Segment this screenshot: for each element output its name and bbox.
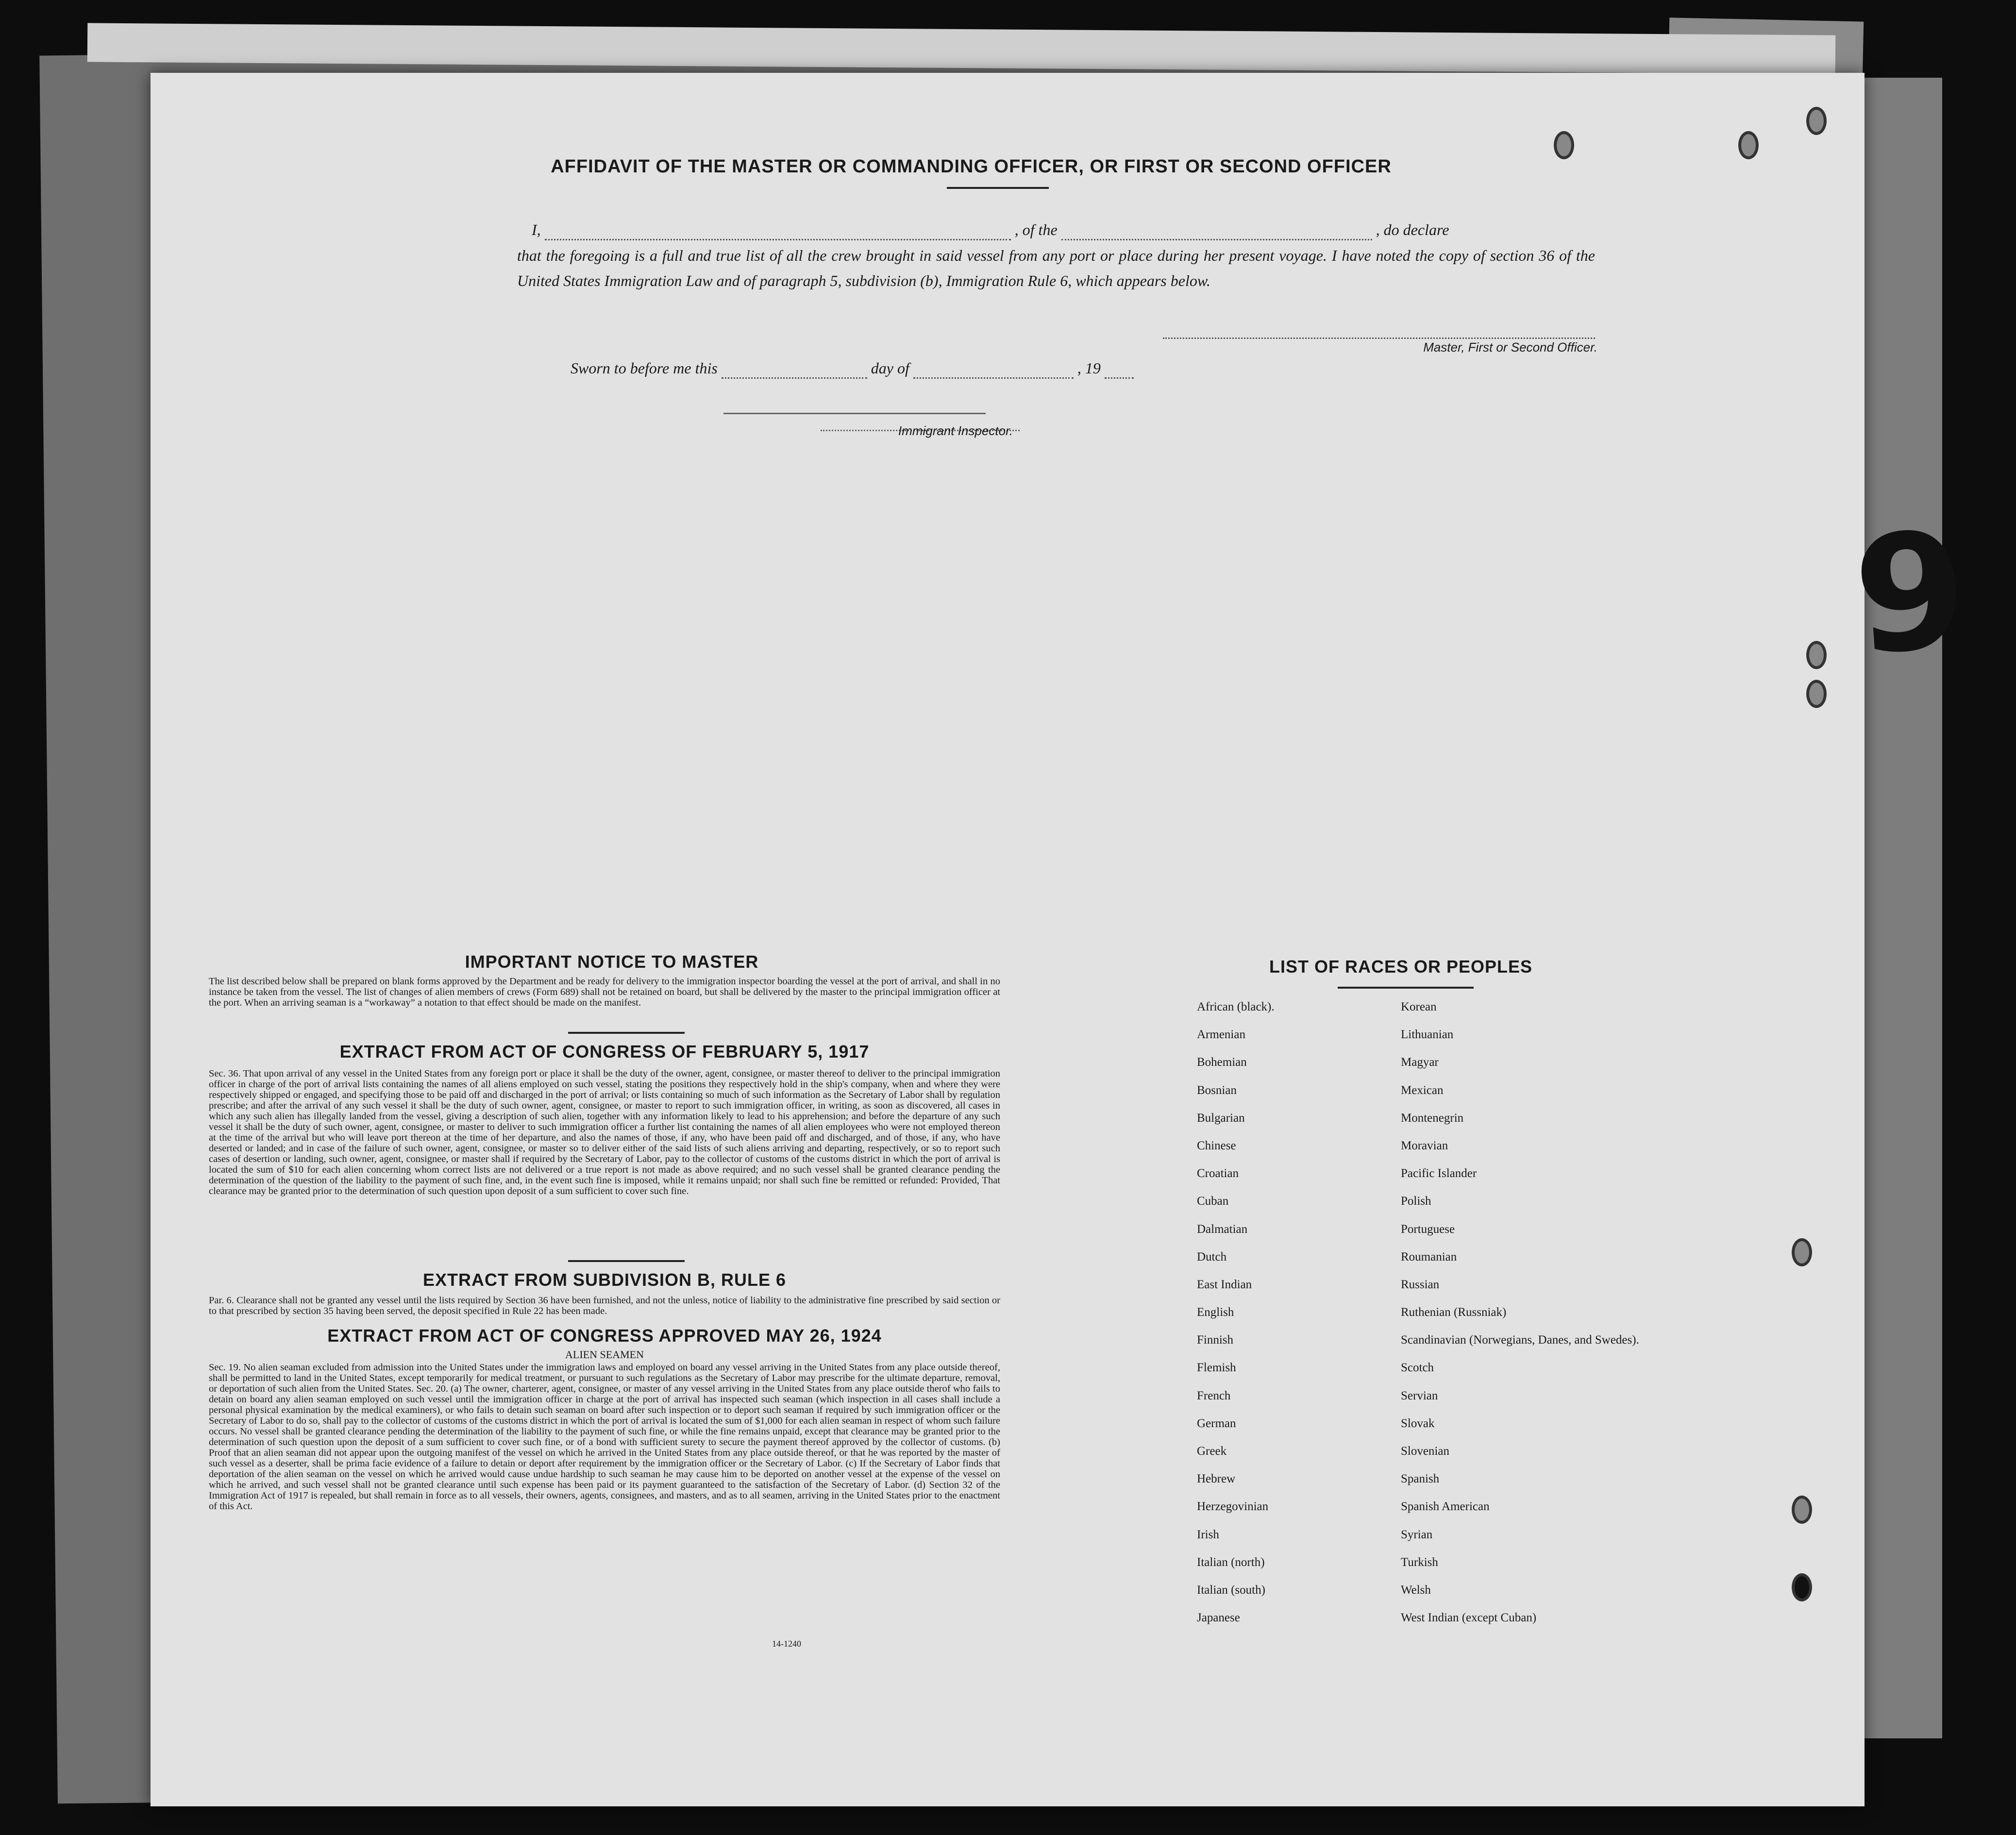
race-item: Turkish [1401,1555,1438,1569]
race-item: Herzegovinian [1197,1500,1269,1514]
race-item: Italian (north) [1197,1555,1265,1569]
race-item: Moravian [1401,1139,1448,1152]
document-page [151,73,1973,1806]
race-item: Lithuanian [1401,1028,1454,1042]
binder-hole [1806,641,1827,669]
race-item: Italian (south) [1197,1583,1265,1597]
race-item: Chinese [1197,1139,1236,1152]
race-item: Slovenian [1401,1445,1449,1458]
race-item: Cuban [1197,1195,1229,1208]
extract-rule6-title: EXTRACT FROM SUBDIVISION B, RULE 6 [422,1270,787,1290]
races-title: LIST OF RACES OR PEOPLES [1269,957,1533,976]
binder-hole [1554,131,1574,159]
race-item: Croatian [1197,1167,1239,1180]
race-item: German [1197,1416,1236,1430]
vessel-blank [1061,221,1372,240]
race-item: Russian [1401,1278,1440,1291]
race-item: Greek [1197,1445,1227,1458]
race-item: Scotch [1401,1361,1434,1375]
race-item: Portuguese [1401,1222,1455,1236]
affidavit-declare: , do declare [1376,221,1449,238]
section-rule [568,1260,685,1262]
race-item: Korean [1401,1000,1437,1013]
affidavit-body: that the foregoing is a full and true list of all the crew brought in said vessel from any port or place during her present voyage. I have noted the copy of section 36 of the United States Immigration Law and of paragraph 5, subdivision (b), Immigration Rule 6, which appears below. [517,247,1595,289]
inspector-signature-line [723,413,986,414]
sworn-line [571,359,1250,379]
binder-hole [1806,107,1827,135]
binder-hole [1792,1496,1812,1524]
extract-1924-text: Sec. 19. No alien seaman excluded from admission into the United States under the immigration laws and employed on board any vessel arriving in the United States from any place outside thereof, shall be permitted to land in the United States, except temporarily for medical treatment, or pursuant to such regulations as the Secretary of Labor may prescribe for the ultimate departure, removal, or deportation of such alien from the United States. Sec. 20. (a) The owner, charterer, agent, consignee, or master of any vessel arriving in the United States from any place outside therof who fails to detain on board any alien seaman employed on such vessel until the immigration officer in charge at the port of arrival has inspected such seaman (which inspection in all cases shall include a personal physical examination by the medical examiners), or who fails to detain such seaman on board after such inspection or to deport such seaman if required by such immigration officer or the Secretary of Labor to do so, shall pay to the collector of customs of the customs district in which the port of arrival is located the sum of $1,000 for each alien seaman in respect of whom such failure occurs. No vessel shall be granted clearance pending the determination of the liability to the payment of such fine, or while the fine remains unpaid, except that clearance may be granted prior to the determination of such question upon the deposit of a sum sufficient to cover such fine, or of a bond with sufficient surety to secure the payment thereof approved by the collector of customs. (b) Proof that an alien seaman did not appear upon the outgoing manifest of the vessel on which he arrived in the United States from any place outside thereof, or that he was reported by the master of such vessel as a deserter, shall be prima facie evidence of a failure to detain or deport after requirement by the immigration officer or the Secretary of Labor. (c) If the Secretary of Labor finds that deportation of the alien seaman on the vessel on which he arrived would cause undue hardship to such seaman he may cause him to be deported on another vessel at the expense of the vessel on which he arrived, and such vessel shall not be granted clearance until such expense has been paid or its payment guaranteed to the satisfaction of the Secretary of Labor. (d) Section 32 of the Immigration Act of 1917 is repealed, but shall remain in force as to all vessels, their owners, agents, consignees, and masters, and as to all seamen, arriving in the United States prior to the enactment of this Act. [209,1362,1000,1512]
race-item: Polish [1401,1195,1431,1208]
race-item: Hebrew [1197,1472,1236,1486]
form-number: 14-1240 [772,1639,801,1649]
binder-hole [1806,680,1827,708]
race-item: Japanese [1197,1611,1240,1625]
name-blank [545,221,1011,240]
day-blank [722,359,867,379]
races-column-right [1401,1000,1644,1639]
signature-blank [1163,337,1595,339]
race-item: Finnish [1197,1333,1234,1347]
race-item: Pacific Islander [1401,1167,1477,1180]
binder-hole [1738,131,1759,159]
race-item: French [1197,1389,1231,1402]
extract-1917-title: EXTRACT FROM ACT OF CONGRESS OF FEBRUARY 5, 1917 [339,1042,870,1061]
race-item: Irish [1197,1528,1219,1541]
race-item: Slovak [1401,1416,1435,1430]
race-item: Roumanian [1401,1250,1457,1263]
race-item: Ruthenian (Russniak) [1401,1306,1507,1319]
race-item: Bulgarian [1197,1111,1245,1125]
race-item: African (black). [1197,1000,1275,1013]
races-column-left [1197,1000,1401,1639]
inspector-label: Immigrant Inspector. [898,423,1013,438]
race-item: Bohemian [1197,1056,1247,1069]
year-blank [1105,359,1134,379]
race-item: Montenegrin [1401,1111,1464,1125]
race-item: Scandinavian (Norwegians, Danes, and Swedes). [1401,1333,1639,1347]
extract-1924-title: EXTRACT FROM ACT OF CONGRESS APPROVED MAY 26, 1924 [327,1326,882,1346]
binder-hole [1792,1238,1812,1266]
master-signature-label: Master, First or Second Officer. [1423,340,1597,354]
affidavit-title: AFFIDAVIT OF THE MASTER OR COMMANDING OFFICER, OR FIRST OR SECOND OFFICER [551,156,1392,177]
race-item: Spanish [1401,1472,1440,1486]
race-item: Magyar [1401,1056,1439,1069]
race-item: Mexican [1401,1083,1444,1097]
month-blank [913,359,1074,379]
race-item: Spanish American [1401,1500,1490,1514]
affidavit-of-the: , of the [1014,221,1058,238]
year-prefix: , 19 [1077,359,1101,377]
race-item: Flemish [1197,1361,1236,1375]
title-rule [947,187,1049,189]
race-item: Armenian [1197,1028,1245,1042]
race-item: East Indian [1197,1278,1252,1291]
affidavit-i: I, [532,221,541,238]
extract-1924-subtitle: ALIEN SEAMEN [565,1348,644,1361]
race-item: Servian [1401,1389,1438,1402]
binder-hole [1792,1573,1812,1601]
race-item: English [1197,1306,1234,1319]
affidavit-declaration-line [517,221,1595,240]
extract-1917-text: Sec. 36. That upon arrival of any vessel in the United States from any foreign port or place it shall be the duty of the owner, agent, consignee, or master thereof to deliver to the principal immigration officer in charge of the port of arrival lists containing the names of all aliens employed on such vessel, stating the positions they respectively hold in the ship's company, when and where they were respectively shipped or engaged, and specifying those to be paid off and discharged in the port of arrival; or lists containing so much of such information as the Secretary of Labor shall by regulation prescribe; and after the arrival of any such vessel it shall be the duty of such owner, agent, consignee, or master to report to such immigration officer, in writing, as soon as discovered, all cases in which any such alien has illegally landed from the vessel, giving a description of such alien, together with any information likely to lead to his apprehension; and before the departure of any such vessel it shall be the duty of such owner, agent, consignee, or master to deliver to such immigration officer a further list containing the names of all alien employees who were not employed thereon at the time of the arrival but who will leave port thereon at the time of her departure, and also the names of those, if any, who have been paid off and discharged, and of those, if any, who have deserted or landed; and in case of the failure of such owner, agent, consignee, or master so to deliver either of the said lists of such aliens arriving and departing, respectively, or so to report such cases of desertion or landing, such owner, agent, consignee, or master shall if required by the Secretary of Labor, pay to the collector of customs of the customs district in which the port of arrival is located the sum of $10 for each alien concerning whom correct lists are not delivered or a true report is not made as above required; and no such vessel shall be granted clearance pending the determination of the question of the liability to the payment of such fine, and, in the event such fine is imposed, while it remains unpaid; nor shall such fine be remitted or refunded: Provided, That clearance may be granted prior to the determination of such question upon deposit of a sum sufficient to cover such fine. [209,1068,1000,1196]
race-item: West Indian (except Cuban) [1401,1611,1537,1625]
day-of-text: day of [871,359,909,377]
race-item: Dutch [1197,1250,1227,1263]
race-item: Dalmatian [1197,1222,1248,1236]
race-item: Bosnian [1197,1083,1237,1097]
title-rule [1338,987,1474,989]
extract-rule6-text: Par. 6. Clearance shall not be granted any vessel until the lists required by Section 36 have been furnished, and not the unless, notice of liability to the administrative fine prescribed by said section or to that prescribed by section 35 having been served, the deposit specified in Rule 22 has been made. [209,1295,1000,1316]
notice-text: The list described below shall be prepared on blank forms approved by the Department and be ready for delivery to the immigration inspector boarding the vessel at the port of arrival, and shall in no instance be taken from the vessel. The list of changes of alien members of crews (Form 689) shall not be retained on board, but shall be delivered by the master to the principal immigration officer at the port. When an arriving seaman is a “workaway” a notation to that effect should be made on the manifest. [209,976,1000,1008]
race-item: Welsh [1401,1583,1431,1597]
sworn-text: Sworn to before me this [571,359,718,377]
notice-title: IMPORTANT NOTICE TO MASTER [465,952,759,972]
section-rule [568,1032,685,1034]
handwritten-page-number: 9 [1848,496,1973,690]
race-item: Syrian [1401,1528,1433,1541]
